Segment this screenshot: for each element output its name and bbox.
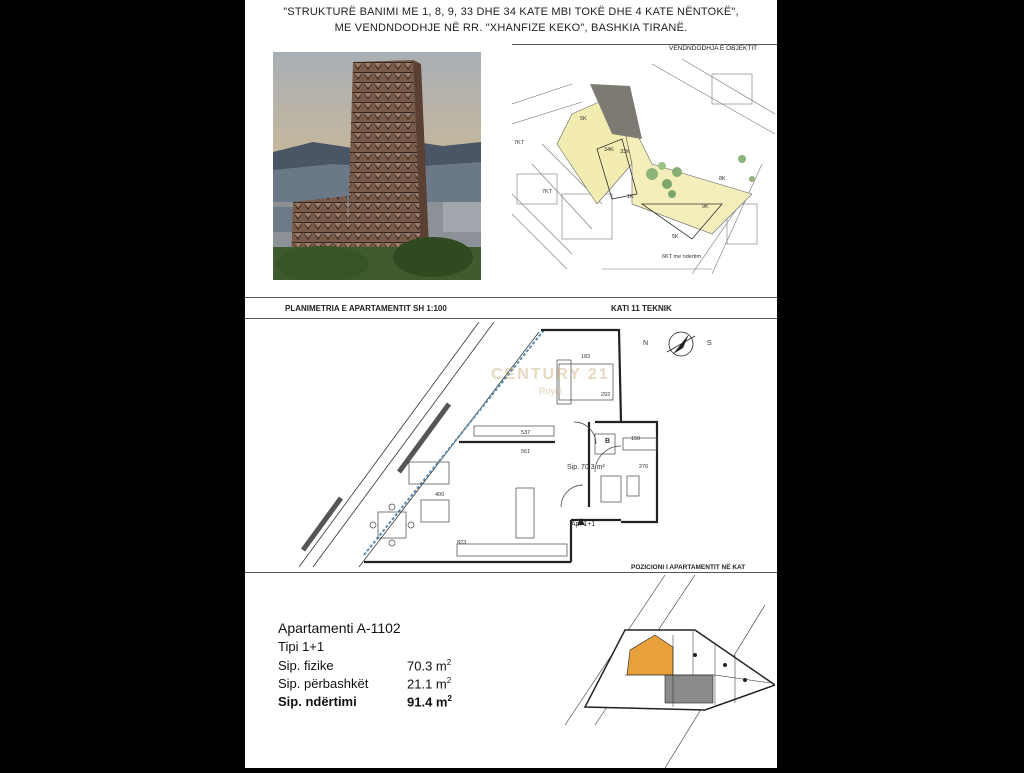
site-label-10: 6KT me ndertim [662,254,702,260]
physical-area-label: Sip. fizike [278,658,334,673]
site-label-1: 7KT [514,140,525,146]
apartment-floor-plan [289,322,751,572]
dim-823: 823 [457,540,467,546]
dim-561: 561 [521,449,531,455]
header-line-2: ME VENDNDODHJE NË RR. "XHANFIZE KEKO", BASHKIA TIRANË. [334,22,688,34]
plan-top-rule [245,297,777,298]
physical-area-value: 70.3 $m^2$ [407,658,452,674]
site-label-2: 7KT [542,189,553,195]
site-label-5: 33K [620,149,630,155]
position-title: POZICIONI I APARTAMENTIT NË KAT [631,564,746,571]
built-area-value: 91.4 $m^2$ [407,694,452,710]
bath-label: B [605,438,611,445]
compass-s: S [707,340,712,347]
site-label-4: 34K [604,147,614,153]
site-label-8: 8K [719,176,726,182]
plan-title: PLANIMETRIA E APARTAMENTIT SH 1:100 [285,304,447,313]
position-rule [245,572,777,573]
floor-title: KATI 11 TEKNIK [611,304,672,313]
site-location-plan [512,54,775,274]
common-area-label: Sip. përbashkët [278,676,369,691]
apartment-type: Tipi 1+1 [278,639,325,654]
site-plan-title: VENDNDODHJA E OBJEKTIT [669,45,758,52]
site-label-6: 1K [627,194,634,200]
built-area-label: Sip. ndërtimi [278,694,357,709]
watermark-sub: Royal [539,386,563,396]
apartment-id: Apartamenti A-1102 [278,620,401,636]
dim-150: 150 [631,436,641,442]
dim-276: 276 [639,464,649,470]
compass-n: N [643,340,649,347]
unit-label: Ap. 1+1 [571,521,596,528]
watermark-logo: CENTURY 21 [491,366,610,383]
apartment-position-plan [565,575,775,768]
header-line-1: "STRUKTURË BANIMI ME 1, 8, 9, 33 DHE 34 KATE MBI TOKË DHE 4 KATE NËNTOKË", [283,6,739,18]
dim-292: 292 [601,392,611,398]
dim-400: 400 [435,492,445,498]
area-label: Sip. 70.3 m² [567,464,605,471]
common-area-value: 21.1 $m^2$ [407,676,452,692]
site-label-7: 9K [702,204,709,210]
document-sheet [245,0,777,768]
site-label-3: 5K [580,116,587,122]
site-label-9: 5K [672,234,679,240]
dim-183: 183 [581,354,591,360]
plan-title-rule [245,318,777,319]
building-render-photo [273,52,481,280]
dim-537: 537 [521,430,531,436]
